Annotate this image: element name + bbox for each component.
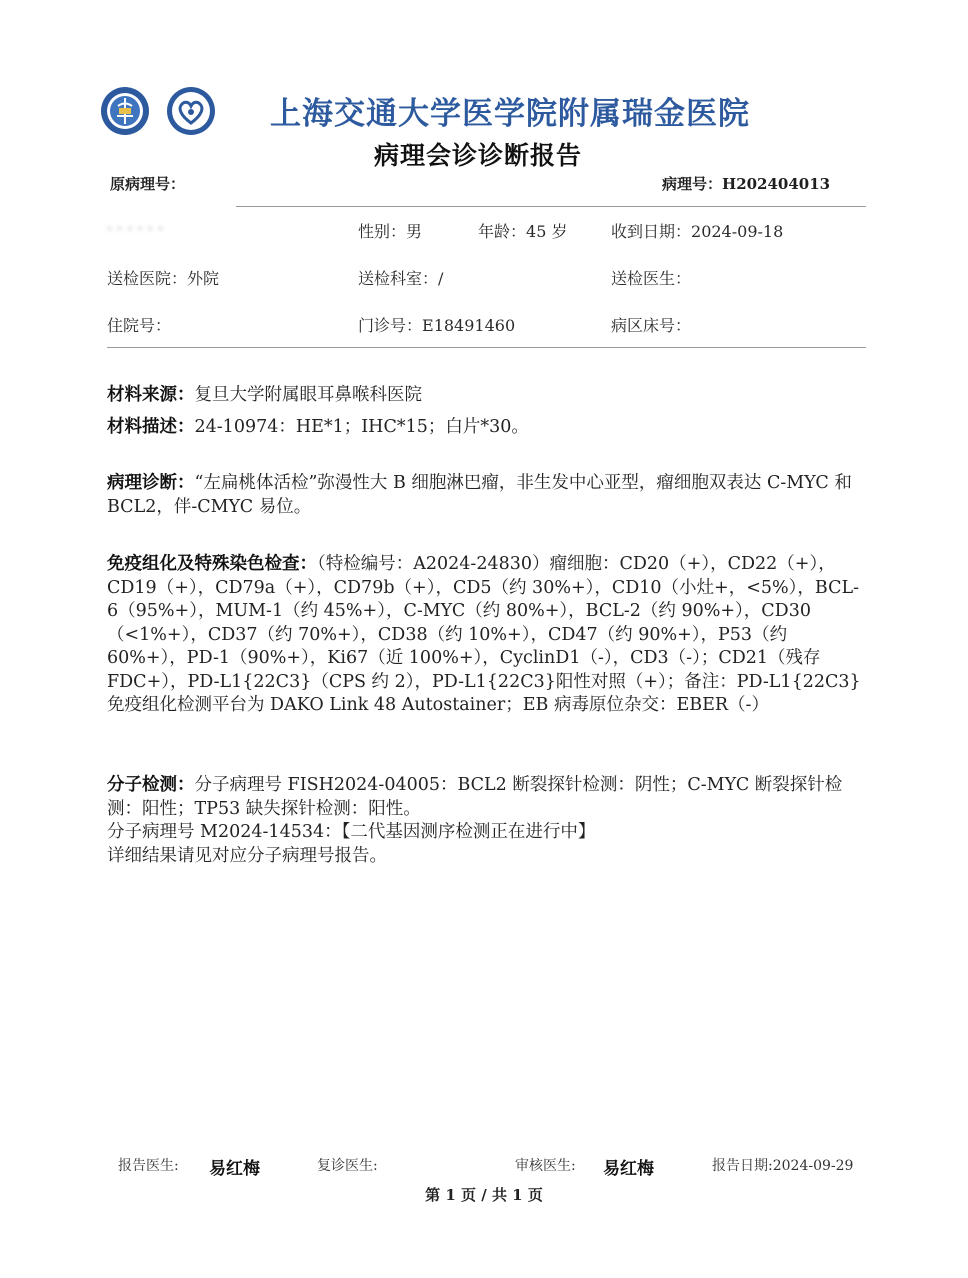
diagnosis-label: 病理诊断： xyxy=(107,473,195,493)
material-source xyxy=(107,384,867,408)
ward-bed-field xyxy=(611,313,691,336)
submitting-dept-label: 送检科室： xyxy=(358,269,439,288)
submitting-hospital-label: 送检医院： xyxy=(107,269,188,288)
audit-doctor-signature: 易红梅 xyxy=(603,1159,654,1179)
top-divider xyxy=(236,206,866,207)
gender-value: 男 xyxy=(406,222,423,241)
pathology-diagnosis xyxy=(107,472,867,519)
material-source-label: 材料来源： xyxy=(107,385,195,405)
molecular-text-1: 分子病理号 FISH2024-04005：BCL2 断裂探针检测：阴性；C-MYC 断裂探针检测：阳性；TP53 缺失探针检测：阳性。 xyxy=(107,775,843,819)
molecular-label: 分子检测： xyxy=(107,775,195,795)
hospital-emblem-icon xyxy=(100,86,150,136)
report-doctor-signature: 易红梅 xyxy=(209,1159,260,1179)
diagnosis-text: “左扁桃体活检”弥漫性大 B 细胞淋巴瘤，非生发中心亚型，瘤细胞双表达 C-MYC 和 BCL2，伴-CMYC 易位。 xyxy=(107,473,852,517)
review-doctor-label: 复诊医生: xyxy=(317,1158,378,1174)
submitting-dept-field xyxy=(358,266,443,289)
received-date-label: 收到日期： xyxy=(611,222,692,241)
info-divider xyxy=(107,347,866,348)
audit-doctor-label: 审核医生: xyxy=(515,1158,576,1174)
age-field xyxy=(478,219,567,242)
gender-label: 性别： xyxy=(358,222,407,241)
report-date-value: 2024-09-29 xyxy=(772,1158,854,1174)
ihc-label: 免疫组化及特殊染色检查： xyxy=(107,554,317,574)
patient-name-redacted: · · · · · · xyxy=(107,219,163,238)
submitting-doctor-field xyxy=(611,266,691,289)
material-description xyxy=(107,416,867,440)
hospital-heart-logo-icon xyxy=(166,86,216,136)
ihc-section xyxy=(107,553,867,718)
pathology-number-label: 病理号： xyxy=(662,175,723,193)
report-date-field xyxy=(712,1155,853,1175)
age-value: 45 岁 xyxy=(526,222,568,241)
outpatient-label: 门诊号： xyxy=(358,316,423,335)
report-title: 病理会诊诊断报告 xyxy=(374,141,583,170)
ward-bed-label: 病区床号： xyxy=(611,316,692,335)
pathology-number-row xyxy=(662,173,830,194)
molecular-line-2: 分子病理号 M2024-14534：【二代基因测序检测正在进行中】 xyxy=(107,822,596,842)
original-pathology-label: 原病理号： xyxy=(110,175,186,193)
report-doctor-label: 报告医生: xyxy=(118,1158,179,1174)
material-source-value: 复旦大学附属眼耳鼻喉科医院 xyxy=(194,385,422,405)
submitting-doctor-label: 送检医生： xyxy=(611,269,692,288)
age-label: 年龄： xyxy=(478,222,527,241)
molecular-section xyxy=(107,774,867,868)
received-date-field xyxy=(611,219,783,242)
report-date-label: 报告日期: xyxy=(712,1158,773,1174)
hospital-name: 上海交通大学医学院附属瑞金医院 xyxy=(270,96,750,132)
molecular-line-3: 详细结果请见对应分子病理号报告。 xyxy=(107,845,387,866)
inpatient-label: 住院号： xyxy=(107,316,172,335)
inpatient-field xyxy=(107,313,171,336)
submitting-hospital-value: 外院 xyxy=(187,269,220,288)
outpatient-field xyxy=(358,313,515,336)
gender-field xyxy=(358,219,422,242)
received-date-value: 2024-09-18 xyxy=(691,222,784,241)
page-indicator: 第 1 页 / 共 1 页 xyxy=(425,1186,543,1204)
ihc-text: （特检编号：A2024-24830）瘤细胞：CD20（+），CD22（+），CD19（+），CD79a（+），CD79b（+），CD5（约 30%+），CD10（小灶+，<5%），BCL-6（95%+），MUM-1（约 45%+），C-MYC（约 80%+），BCL-2（约 90%+），CD30（<1%+），CD37（约 70%+），CD38（约 10%+），CD47（约 90%+），P53（约 60%+），PD-1（90%+），Ki67（近 100%+），CyclinD1（-），CD3（-）；CD21（残存 FDC+），PD-L1{22C3}（CPS 约 2），PD-L1{22C3}阳性对照（+）；备注：PD-L1{22C3}免疫组化检测平台为 DAKO Link 48 Autostainer；EB 病毒原位杂交：EBER（-） xyxy=(107,554,861,715)
molecular-line-1 xyxy=(107,774,867,821)
submitting-dept-value: / xyxy=(438,269,444,288)
submitting-hospital-field xyxy=(107,266,219,289)
outpatient-value: E18491460 xyxy=(422,316,516,335)
material-desc-label: 材料描述： xyxy=(107,417,195,437)
material-desc-value: 24-10974：HE*1；IHC*15；白片*30。 xyxy=(194,417,529,437)
pathology-number: H202404013 xyxy=(722,175,831,193)
